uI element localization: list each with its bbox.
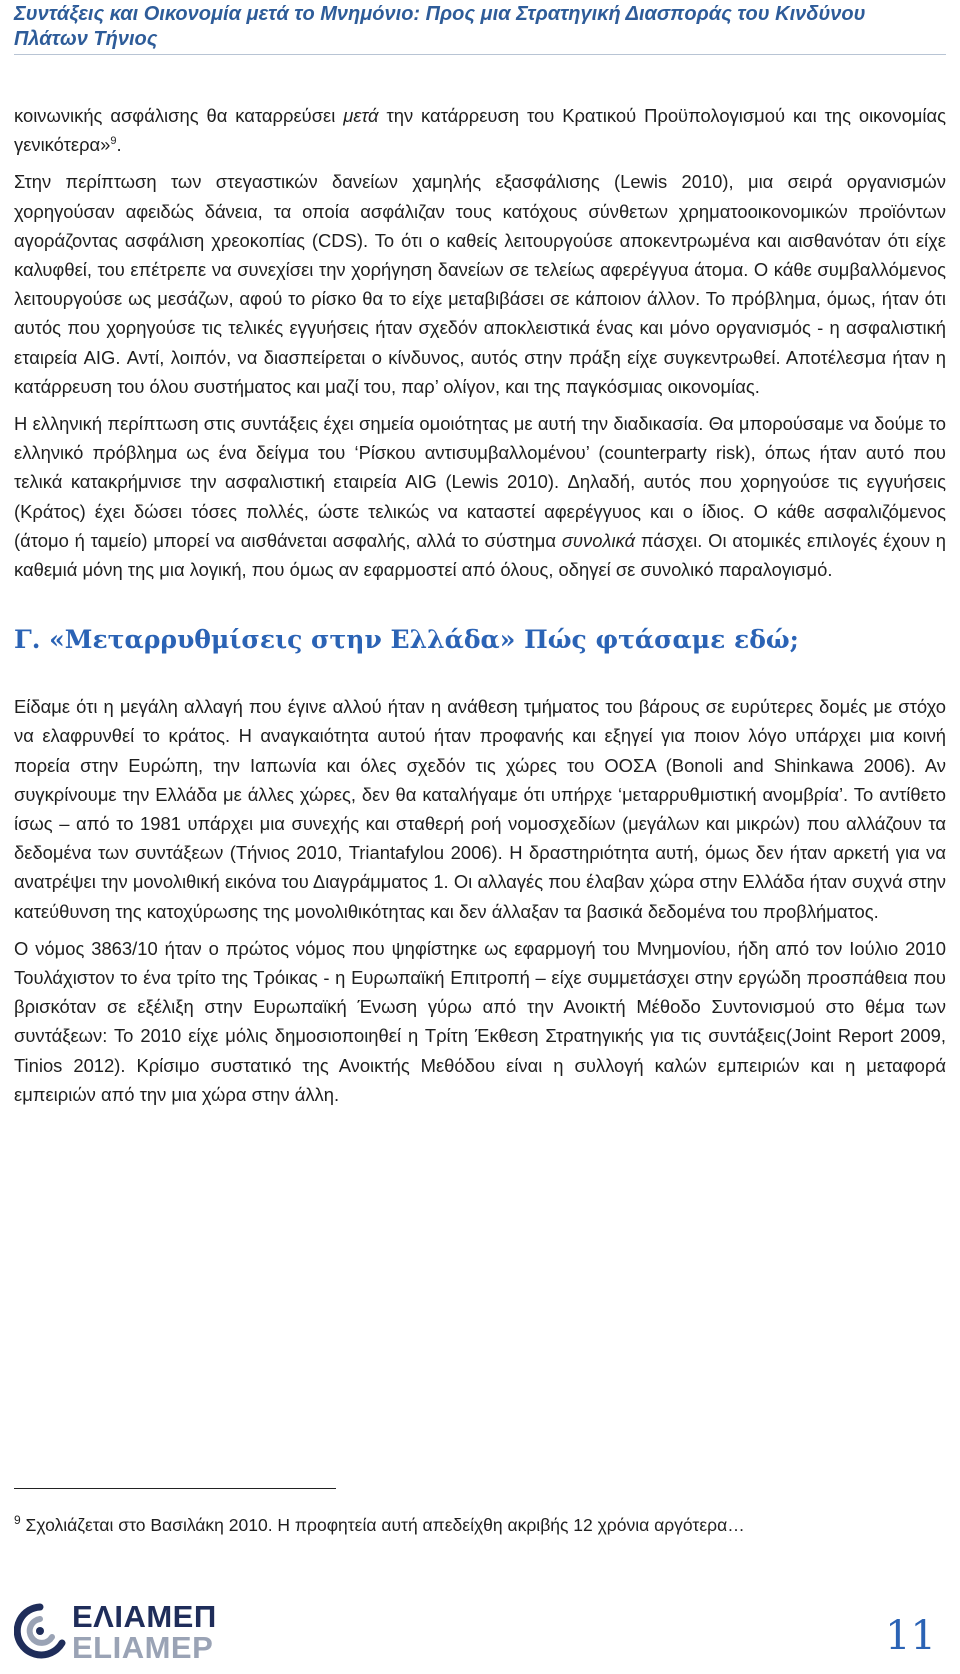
logo-mark-icon bbox=[14, 1603, 66, 1661]
emphasis-text: μετά bbox=[343, 105, 379, 126]
eliamep-logo bbox=[14, 1601, 224, 1663]
paragraph-4: Είδαμε ότι η μεγάλη αλλαγή που έγινε αλλού ήταν η ανάθεση τμήματος του βάρους σε ευρύτερες δομές με στόχο να ελαφρυνθεί το κράτος. Η αναγκαιότητα αυτού ήταν προφανής και εξηγεί για ποιον λόγο υπάρχει μια κοινή πορεία στην Ευρώπη, την Ιαπωνία και όλες σχεδόν τις χώρες του ΟΟΣΑ (Bonoli and Shinkawa 2006). Αν συγκρίνουμε την Ελλάδα με άλλες χώρες, δεν θα καταλήγαμε ότι υπήρχε ‘μεταρρυθμιστική ανομβρία’. Το αντίθετο ίσως – από το 1981 υπάρχει μια συνεχής και σταθερή ροή νομοσχεδίων (μεγάλων και μικρών) που αλλάζουν τα δεδομένα των συντάξεων (Τήνιος 2010, Triantafylou 2006). Η δραστηριότητα αυτή, όμως δεν ήταν αρκετή για να ανατρέψει την μονολιθική εικόνα του Διαγράμματος 1. Οι αλλαγές που έλαβαν χώρα στην Ελλάδα ήταν συχνά στην κατεύθυνση της κατοχύρωσης της μονολιθικότητας και δεν άλλαξαν τα βασικά δεδομένα του προβλήματος. bbox=[14, 696, 946, 922]
footnote-text: Σχολιάζεται στο Βασιλάκη 2010. Η προφητεία αυτή απεδείχθη ακριβής 12 χρόνια αργότερα… bbox=[20, 1514, 745, 1535]
paragraph-2: Στην περίπτωση των στεγαστικών δανείων χαμηλής εξασφάλισης (Lewis 2010), μια σειρά οργανισμών χορηγούσαν αφειδώς δάνεια, τα οποία ασφάλιζαν τους κατόχους σύνθετων χρηματοοικονομικών προϊόντων αγοράζοντας ασφάλιση χρεοκοπίας (CDS). Το ότι ο καθείς λειτουργούσε αποκεντρωμένα και αισθανόταν ότι είχε καλυφθεί, του επέτρεπε να συνεχίσει την χορήγηση δανείων σε τελείως αφερέγγυα άτομα. Ο κάθε συμβαλλόμενος λειτουργούσε ως μεσάζων, αφού το ρίσκο θα το είχε μεταβιβάσει σε κάποιον άλλον. Το πρόβλημα, όμως, ήταν ότι αυτός που χορηγούσε τις τελικές εγγυήσεις ήταν σχεδόν αποκλειστικά ένας και μόνο οργανισμός - η ασφαλιστική εταιρεία AIG. Αντί, λοιπόν, να διασπείρεται ο κίνδυνος, αυτός στην πράξη είχε συγκεντρωθεί. Αποτέλεσμα ήταν η κατάρρευση του όλου συστήματος και μαζί του, παρ’ ολίγον, και της παγκόσμιας οικονομίας. bbox=[14, 171, 946, 397]
paragraph-3: Η ελληνική περίπτωση στις συντάξεις έχει σημεία ομοιότητας με αυτή την διαδικασία. Θα μπορούσαμε να δούμε το ελληνικό πρόβλημα ως ένα δείγμα του ‘Ρίσκου αντισυμβαλλομένου’ (counterparty risk), όπως ήταν αυτό που τελικά κατακρήμνισε την ασφαλιστική εταιρεία AIG (Lewis 2010). Δηλαδή, αυτός που χορηγούσε τις εγγυήσεις (Κράτος) έχει δώσει τόσες πολλές, ώστε τελικώς να καταστεί αφερέγγυος και ο ίδιος. Ο κάθε ασφαλιζόμενος (άτομο ή ταμείο) μπορεί να αισθάνεται ασφαλής, αλλά το σύστημα συνολικά πάσχει. Οι ατομικές επιλογές έχουν η καθεμιά μόνη της μια λογική, που όμως αν εφαρμοστεί από όλους, οδηγεί σε συνολικό παραλογισμό. bbox=[14, 413, 946, 581]
logo-text-latin: ELIAMEP bbox=[72, 1630, 214, 1665]
footnote-reference[interactable]: 9 bbox=[110, 135, 117, 148]
page-number: 11 bbox=[885, 1613, 936, 1659]
footnote bbox=[14, 1508, 946, 1537]
running-header bbox=[14, 2, 946, 52]
logo-text-greek: ΕΛΙΑΜΕΠ bbox=[72, 1599, 217, 1634]
paragraph-5: Ο νόμος 3863/10 ήταν ο πρώτος νόμος που ψηφίστηκε ως εφαρμογή του Μνημονίου, ήδη από τον Ιούλιο 2010 Τουλάχιστον το ένα τρίτο της Τρόικας - η Ευρωπαϊκή Επιτροπή – είχε συμμετάσχει στην εργώδη προσπάθεια που βρισκόταν σε εξέλιξη στην Ευρωπαϊκή Ένωση γύρω από την Ανοικτή Μέθοδο Συντονισμού στο θέμα των συντάξεων: Το 2010 είχε μόλις δημοσιοποιηθεί η Τρίτη Έκθεση Στρατηγικής για τις συντάξεις(Joint Report 2009, Tinios 2012). Κρίσιμο συστατικό της Ανοικτής Μεθόδου είναι η συλλογή καλών εμπειριών και η μεταφορά εμπειριών από την μια χώρα στην άλλη. bbox=[14, 937, 946, 1105]
section-heading: Γ. «Μεταρρυθμίσεις στην Ελλάδα» Πώς φτάσαμε εδώ; bbox=[14, 625, 799, 655]
header-title: Συντάξεις και Οικονομία μετά το Μνημόνιο: Προς μια Στρατηγική Διασποράς του Κινδύνου bbox=[14, 3, 866, 25]
header-divider bbox=[14, 54, 946, 55]
body-text bbox=[14, 101, 946, 1117]
emphasis-text: συνολικά bbox=[561, 529, 636, 551]
header-author: Πλάτων Τήνιος bbox=[14, 28, 158, 50]
footnote-divider bbox=[14, 1488, 336, 1489]
footnote-number: 9 bbox=[14, 1513, 21, 1527]
paragraph-1: κοινωνικής ασφάλισης θα καταρρεύσει μετά την κατάρρευση του Κρατικού Προϋπολογισμού και της οικονομίας γενικότερα»$^9$. bbox=[14, 105, 946, 156]
